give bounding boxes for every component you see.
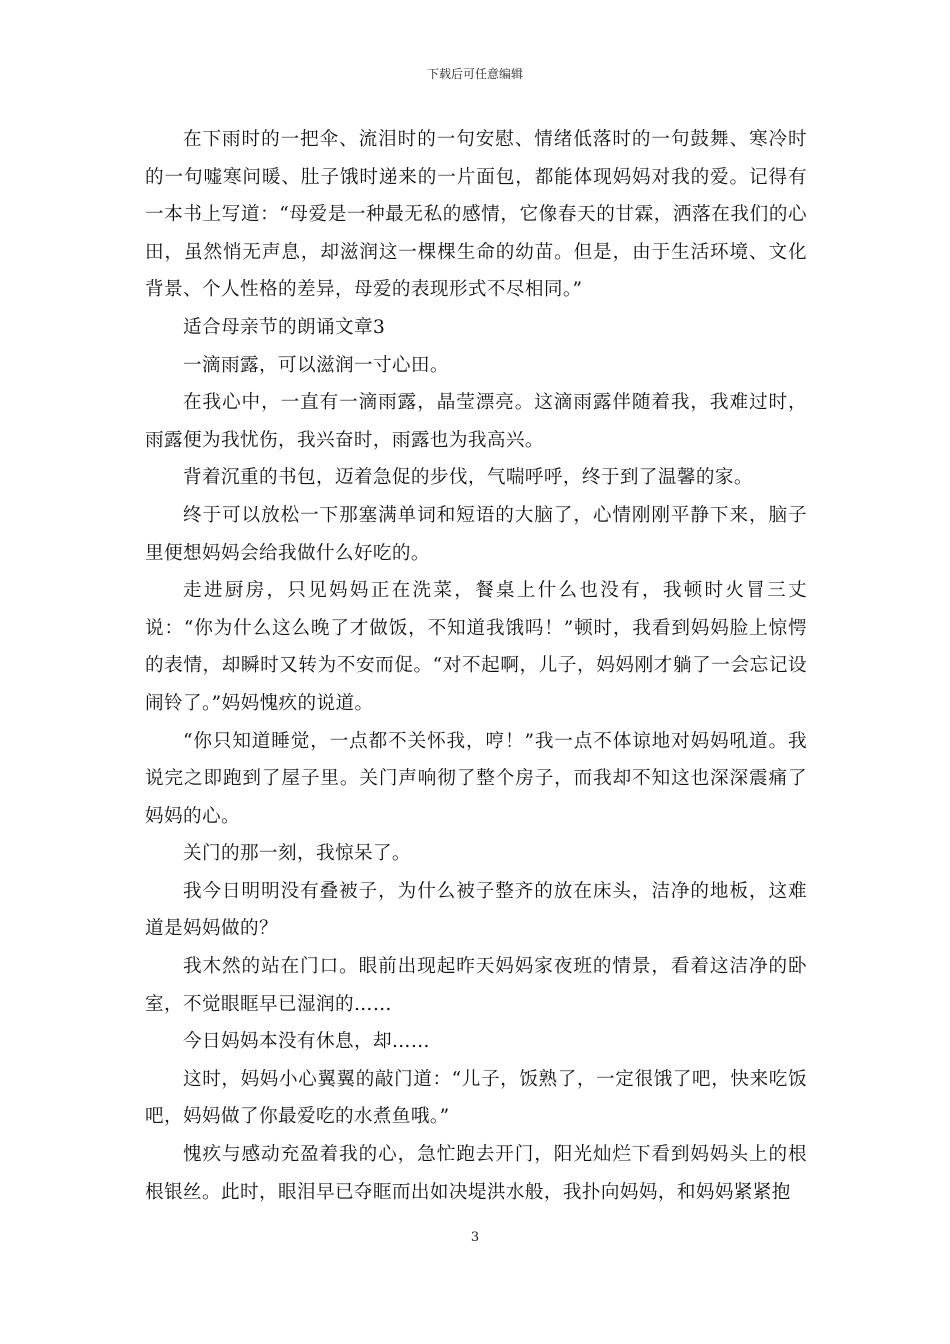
page-number: 3 <box>470 1230 480 1245</box>
section-heading: 适合母亲节的朗诵文章3 <box>183 316 386 338</box>
paragraph: 我今日明明没有叠被子，为什么被子整齐的放在床头，洁净的地板，这难道是妈妈做的？ <box>145 880 807 940</box>
page-header: 下载后可任意编辑 <box>426 67 523 81</box>
paragraph: 在下雨时的一把伞、流泪时的一句安慰、情绪低落时的一句鼓舞、寒冷时的一句嘘寒问暖、肚子饿时递来的一片面包，都能体现妈妈对我的爱。记得有一本书上写道：“母爱是一种最无私的感情，它像春天的甘霖，洒落在我们的心田，虽然悄无声息，却滋润这一棵棵生命的幼苗。但是，由于生活环境、文化背景、个人性格的差异，母爱的表现形式不尽相同。” <box>145 129 807 301</box>
paragraph: 一滴雨露，可以滋润一寸心田。 <box>183 354 449 376</box>
paragraph: 终于可以放松一下那塞满单词和短语的大脑了，心情刚刚平静下来，脑子里便想妈妈会给我做什么好吃的。 <box>145 504 807 564</box>
paragraph: 愧疚与感动充盈着我的心，急忙跑去开门，阳光灿烂下看到妈妈头上的根根银丝。此时，眼泪早已夺眶而出如决堤洪水般，我扑向妈妈，和妈妈紧紧抱 <box>145 1144 807 1203</box>
paragraph: 这时，妈妈小心翼翼的敲门道：“儿子，饭熟了，一定很饿了吧，快来吃饭吧，妈妈做了你最爱吃的水煮鱼哦。” <box>145 1068 807 1128</box>
document-body <box>145 121 807 1211</box>
paragraph: 今日妈妈本没有休息，却…… <box>183 1031 430 1053</box>
paragraph: “你只知道睡觉，一点都不关怀我，哼！”我一点不体谅地对妈妈吼道。我说完之即跑到了屋子里。关门声响彻了整个房子，而我却不知这也深深震痛了妈妈的心。 <box>145 730 807 827</box>
paragraph: 在我心中，一直有一滴雨露，晶莹漂亮。这滴雨露伴随着我，我难过时，雨露便为我忧伤，我兴奋时，雨露也为我高兴。 <box>145 392 807 451</box>
paragraph: 关门的那一刻，我惊呆了。 <box>183 843 411 865</box>
paragraph: 我木然的站在门口。眼前出现起昨天妈妈家夜班的情景，看着这洁净的卧室，不觉眼眶早已湿润的…… <box>145 956 807 1015</box>
paragraph: 背着沉重的书包，迈着急促的步伐，气喘呼呼，终于到了温馨的家。 <box>183 467 753 489</box>
paragraph: 走进厨房，只见妈妈正在洗菜，餐桌上什么也没有，我顿时火冒三丈说：“你为什么这么晚了才做饭，不知道我饿吗！”顿时，我看到妈妈脸上惊愕的表情，却瞬时又转为不安而促。“对不起啊，儿子，妈妈刚才躺了一会忘记设闹铃了。”妈妈愧疚的说道。 <box>145 580 807 714</box>
